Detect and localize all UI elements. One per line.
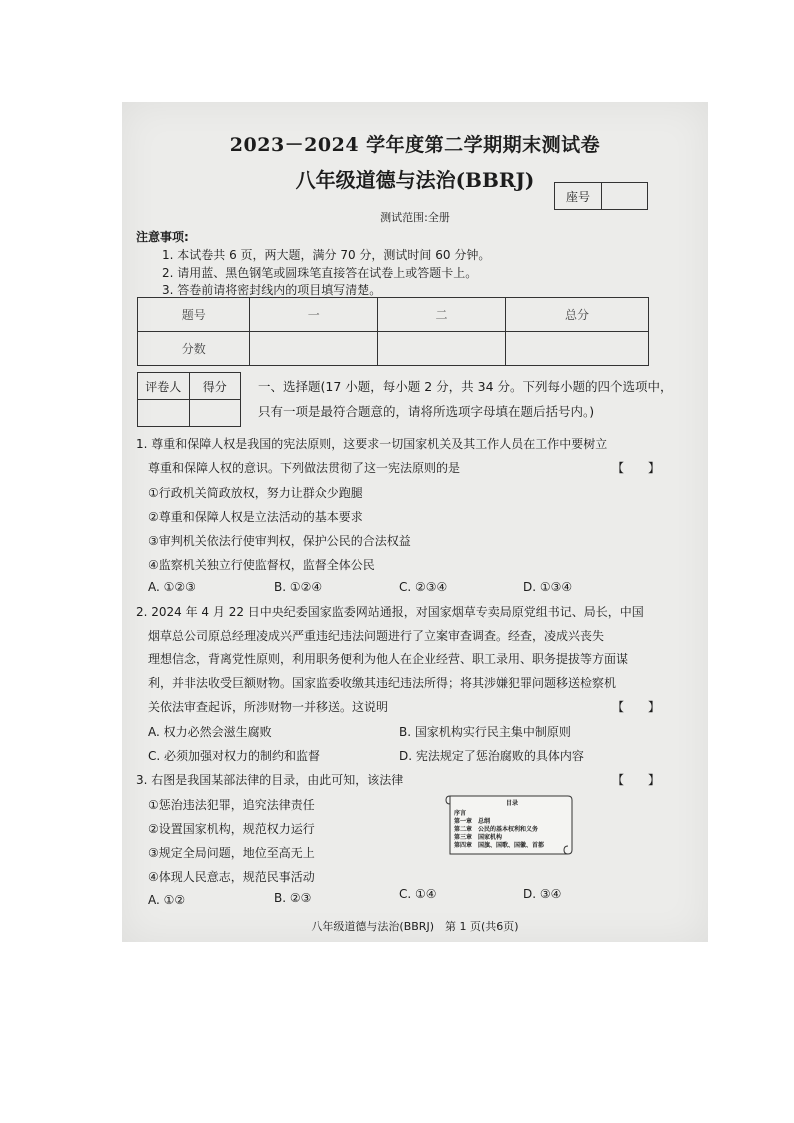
statement-item: ④监察机关独立行使监督权，监督全体公民	[148, 558, 375, 572]
score-cell[interactable]	[505, 332, 648, 366]
question-stem: 尊重和保障人权的意识。下列做法贯彻了这一宪法原则的是	[148, 461, 461, 475]
option-d[interactable]: D. 宪法规定了惩治腐败的具体内容	[399, 749, 584, 763]
option-b[interactable]: B. ①②④	[274, 580, 323, 594]
page-footer: 八年级道德与法治(BBRJ) 第 1 页(共6页)	[311, 920, 519, 933]
seat-label: 座号	[555, 183, 602, 209]
figure-line: 第三章 国家机构	[454, 834, 503, 841]
note-item: 3. 答卷前请将密封线内的项目填写清楚。	[162, 283, 382, 297]
figure-line: 第二章 公民的基本权利和义务	[454, 826, 539, 833]
law-contents-scroll-figure	[444, 790, 574, 862]
score-cell[interactable]	[378, 332, 506, 366]
section-intro: 一、选择题(17 小题，每小题 2 分，共 34 分。下列每小题的四个选项中，只有一项是最符合题意的，请将所选项字母填在题后括号内。)	[258, 379, 673, 419]
question-stem: 3. 右图是我国某部法律的目录，由此可知，该法律	[136, 773, 404, 787]
option-a[interactable]: A. ①②③	[148, 580, 196, 594]
grader-label: 评卷人	[138, 373, 190, 400]
option-d[interactable]: D. ③④	[523, 887, 562, 901]
question-stem: 利，并非法收受巨额财物。国家监委收缴其违纪违法所得；将其涉嫌犯罪问题移送检察机	[148, 676, 617, 690]
option-c[interactable]: C. 必须加强对权力的制约和监督	[148, 749, 321, 763]
exam-paper	[122, 102, 708, 942]
option-c[interactable]: C. ①④	[399, 887, 437, 901]
score-cell[interactable]	[250, 332, 378, 366]
score-table-header: 二	[378, 298, 506, 332]
statement-item: ③审判机关依法行使审判权，保护公民的合法权益	[148, 534, 411, 548]
exam-title: 2023－2024 学年度第二学期期末测试卷	[229, 134, 601, 156]
option-d[interactable]: D. ①③④	[523, 580, 573, 594]
grader-score-label: 得分	[189, 373, 241, 400]
question-stem: 关依法审查起诉，所涉财物一并移送。这说明	[148, 700, 389, 714]
answer-bracket[interactable]: 【 】	[612, 773, 661, 787]
option-b[interactable]: B. ②③	[274, 891, 312, 905]
score-table-header: 题号	[138, 298, 250, 332]
grader-score-cell[interactable]	[189, 400, 241, 427]
figure-line: 第四章 国旗、国歌、国徽、首都	[454, 842, 545, 849]
grader-table	[137, 372, 241, 427]
answer-bracket[interactable]: 【 】	[612, 461, 661, 475]
question-stem: 1. 尊重和保障人权是我国的宪法原则，这要求一切国家机关及其工作人员在工作中要树立	[136, 437, 608, 451]
option-c[interactable]: C. ②③④	[399, 580, 448, 594]
note-item: 1. 本试卷共 6 页，两大题，满分 70 分，测试时间 60 分钟。	[162, 248, 491, 262]
option-a[interactable]: A. ①②	[148, 893, 186, 907]
score-table	[137, 297, 649, 366]
statement-item: ②设置国家机构，规范权力运行	[148, 822, 315, 836]
question-stem: 烟草总公司原总经理凌成兴严重违纪违法问题进行了立案审查调查。经查，凌成兴丧失	[148, 629, 605, 643]
statement-item: ①行政机关简政放权，努力让群众少跑腿	[148, 486, 363, 500]
figure-line: 第一章 总纲	[454, 818, 491, 825]
figure-heading: 目录	[506, 800, 519, 807]
statement-item: ③规定全局问题，地位至高无上	[148, 846, 315, 860]
statement-item: ②尊重和保障人权是立法活动的基本要求	[148, 510, 363, 524]
score-table-header: 总分	[505, 298, 648, 332]
score-row-label: 分数	[138, 332, 250, 366]
option-a[interactable]: A. 权力必然会滋生腐败	[148, 725, 272, 739]
note-item: 2. 请用蓝、黑色钢笔或圆珠笔直接答在试卷上或答题卡上。	[162, 266, 478, 280]
answer-bracket[interactable]: 【 】	[612, 700, 661, 714]
notes-title: 注意事项:	[136, 230, 189, 244]
question-stem: 2. 2024 年 4 月 22 日中央纪委国家监委网站通报，对国家烟草专卖局原党组书记、局长，中国	[136, 605, 644, 619]
exam-subtitle: 八年级道德与法治(BBRJ)	[295, 168, 535, 192]
question-stem: 理想信念，背离党性原则，利用职务便利为他人在企业经营、职工录用、职务提拔等方面谋	[148, 652, 629, 666]
score-table-header: 一	[250, 298, 378, 332]
statement-item: ④体现人民意志，规范民事活动	[148, 870, 315, 884]
option-b[interactable]: B. 国家机构实行民主集中制原则	[399, 725, 571, 739]
test-scope: 测试范围:全册	[380, 211, 450, 224]
seat-number-box[interactable]	[554, 182, 648, 210]
statement-item: ①惩治违法犯罪，追究法律责任	[148, 798, 315, 812]
grader-cell[interactable]	[138, 400, 190, 427]
figure-line: 序言	[454, 810, 467, 817]
